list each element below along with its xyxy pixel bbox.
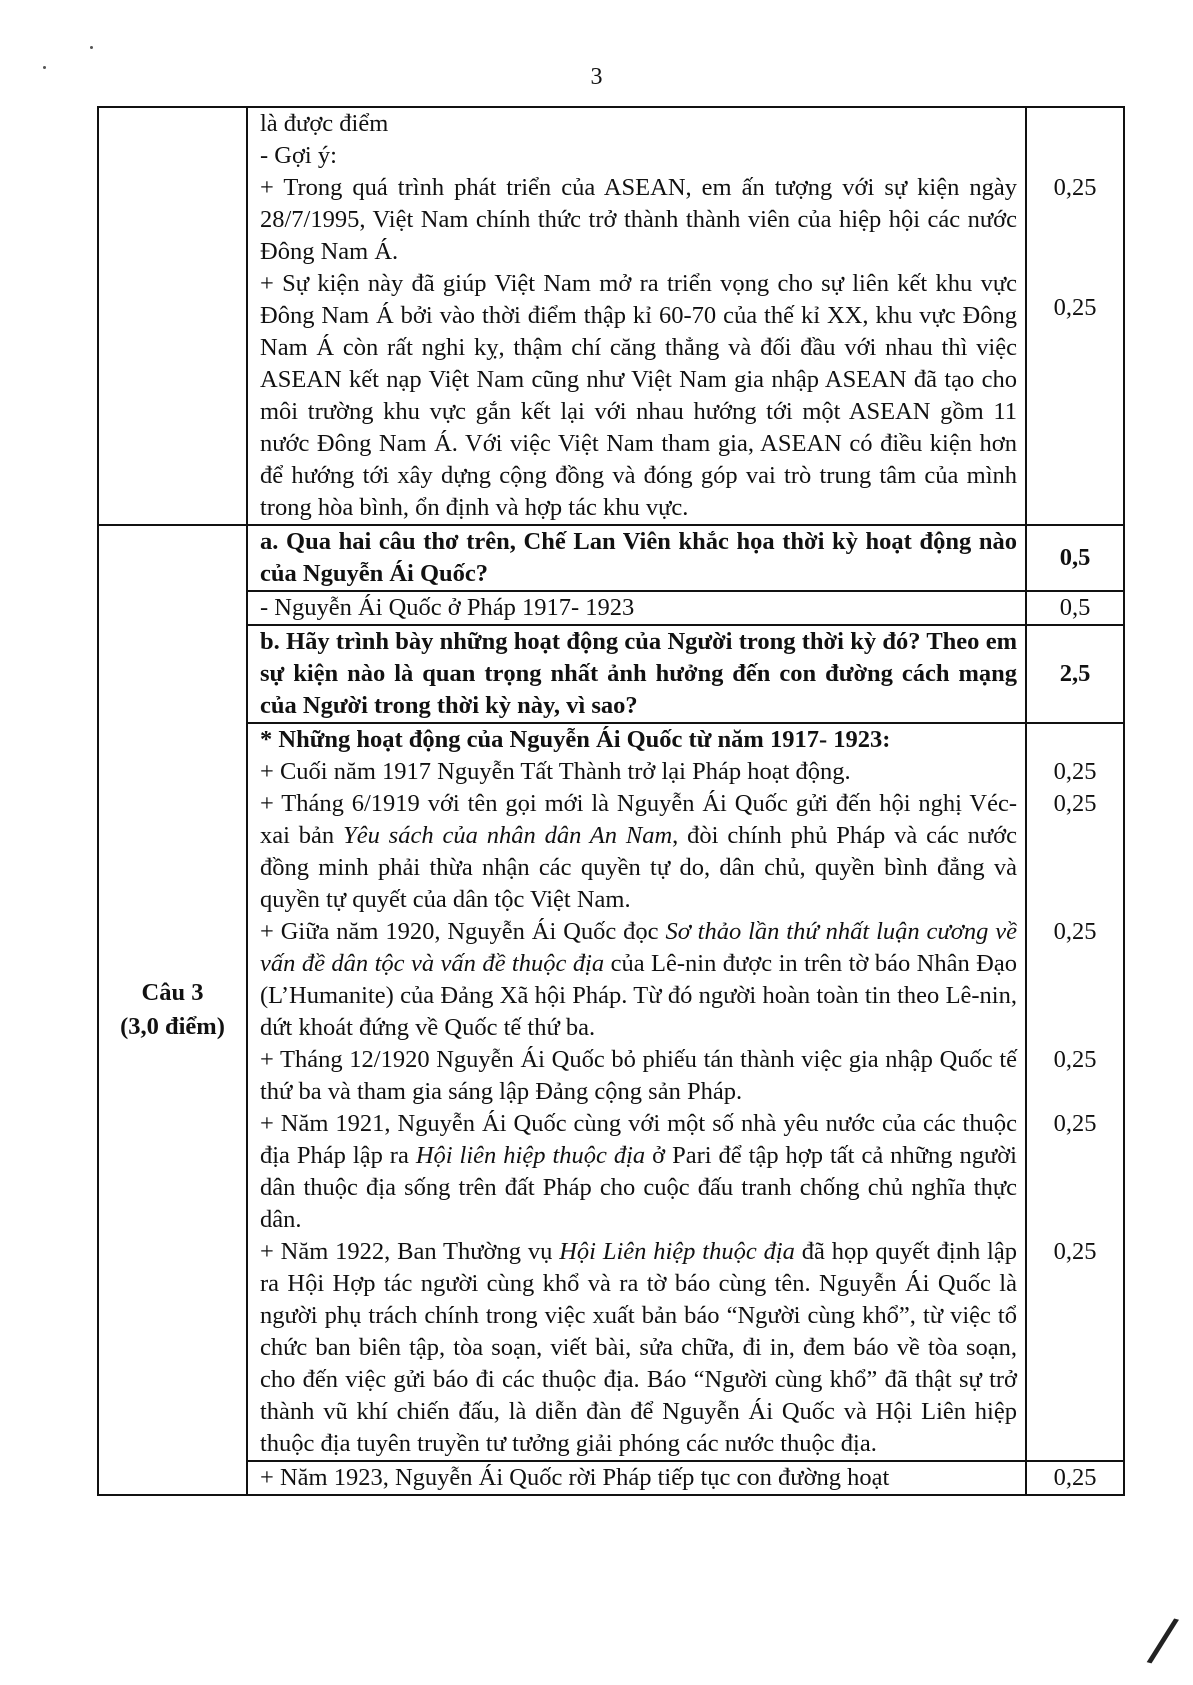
table-row bbox=[98, 1461, 1124, 1495]
score-value: 0,25 bbox=[1053, 1110, 1097, 1137]
score-value: 0,25 bbox=[1053, 1464, 1097, 1491]
score-cell bbox=[1026, 591, 1124, 625]
score-cell bbox=[1026, 525, 1124, 591]
score-cell bbox=[1026, 625, 1124, 723]
answer-item: + Năm 1921, Nguyễn Ái Quốc cùng với một số nhà yêu nước của các thuộc địa Pháp lập ra Hội liên hiệp thuộc địa ở Pari để tập hợp tất cả những người dân thuộc địa sống trên đất Pháp cho cuộc đấu tranh chống chủ nghĩa thực dân. bbox=[260, 1110, 1017, 1233]
score-value: 0,25 bbox=[1053, 1238, 1097, 1265]
score-value: 0,5 bbox=[1059, 594, 1091, 621]
score-value: 0,25 bbox=[1053, 758, 1097, 785]
score-value: 2,5 bbox=[1059, 660, 1091, 687]
table-row bbox=[98, 625, 1124, 723]
scan-speck bbox=[43, 66, 46, 69]
answer-heading: * Những hoạt động của Nguyễn Ái Quốc từ năm 1917- 1923: bbox=[260, 726, 891, 753]
score-value: 0,25 bbox=[1053, 174, 1097, 201]
score-cell bbox=[1026, 723, 1124, 1461]
question-a-cell bbox=[247, 525, 1026, 591]
answer-line: là được điểm bbox=[260, 110, 389, 137]
answer-item: + Tháng 6/1919 với tên gọi mới là Nguyễn Ái Quốc gửi đến hội nghị Véc-xai bản Yêu sách của nhân dân An Nam, đòi chính phủ Pháp và các nước đồng minh phải thừa nhận các quyền tự do, dân chủ, quyền bình đẳng và quyền tự quyết của dân tộc Việt Nam. bbox=[260, 790, 1017, 913]
pen-stroke-mark: / bbox=[1144, 1603, 1182, 1677]
question-b-text: b. Hãy trình bày những hoạt động của Người trong thời kỳ đó? Theo em sự kiện nào là quan trọng nhất ảnh hưởng đến con đường cách mạng của Người trong thời kỳ này, vì sao? bbox=[260, 628, 1017, 719]
table-row bbox=[98, 723, 1124, 1461]
answer-b-cell-cont bbox=[247, 1461, 1026, 1495]
question-b-cell bbox=[247, 625, 1026, 723]
table-row bbox=[98, 525, 1124, 591]
answer-item: + Năm 1923, Nguyễn Ái Quốc rời Pháp tiếp tục con đường hoạt bbox=[260, 1464, 890, 1491]
answer-item: + Tháng 12/1920 Nguyễn Ái Quốc bỏ phiếu tán thành việc gia nhập Quốc tế thứ ba và tham gia sáng lập Đảng cộng sản Pháp. bbox=[260, 1046, 1017, 1105]
answer-table bbox=[97, 106, 1125, 1496]
answer-item: + Cuối năm 1917 Nguyễn Tất Thành trở lại Pháp hoạt động. bbox=[260, 758, 851, 785]
answer-item: + Giữa năm 1920, Nguyễn Ái Quốc đọc Sơ thảo lần thứ nhất luận cương về vấn đề dân tộc và vấn đề thuộc địa của Lê-nin được in trên tờ báo Nhân Đạo (L’Humanite) của Đảng Xã hội Pháp. Từ đó người hoàn toàn tin theo Lê-nin, dứt khoát đứng về Quốc tế thứ ba. bbox=[260, 918, 1017, 1041]
answer-line: + Sự kiện này đã giúp Việt Nam mở ra triển vọng cho sự liên kết khu vực Đông Nam Á bởi vào thời điểm thập kỉ 60-70 của thế kỉ XX, khu vực Đông Nam Á còn rất nghi kỵ, thậm chí căng thẳng và đối đầu với nhau thì việc ASEAN kết nạp Việt Nam cũng như Việt Nam gia nhập ASEAN đã tạo cho môi trường khu vực gắn kết lại với nhau hướng tới một ASEAN gồm 11 nước Đông Nam Á. Với việc Việt Nam tham gia, ASEAN có điều kiện hơn để hướng tới xây dựng cộng đồng và đóng góp vai trò trung tâm của mình trong hòa bình, ổn định và hợp tác khu vực. bbox=[260, 270, 1017, 521]
answer-content-cell bbox=[247, 107, 1026, 525]
answer-item: + Năm 1922, Ban Thường vụ Hội Liên hiệp thuộc địa đã họp quyết định lập ra Hội Hợp tác người cùng khổ và ra tờ báo cùng tên. Nguyễn Ái Quốc là người phụ trách chính trong việc xuất bản báo “Người cùng khổ”, từ việc tổ chức ban biên tập, tòa soạn, viết bài, sửa chữa, đi in, đem báo về tòa soạn, cho đến việc gửi báo đi các thuộc địa. Báo “Người cùng khổ” đã thật sự trở thành vũ khí chiến đấu, là diễn đàn để Nguyễn Ái Quốc và Hội Liên hiệp thuộc địa tuyên truyền tư tưởng giải phóng các nước thuộc địa. bbox=[260, 1238, 1017, 1457]
score-cell bbox=[1026, 107, 1124, 525]
score-value: 0,5 bbox=[1059, 544, 1091, 571]
answer-a-text: - Nguyễn Ái Quốc ở Pháp 1917- 1923 bbox=[260, 594, 635, 621]
score-value: 0,25 bbox=[1053, 1046, 1097, 1073]
scan-speck bbox=[90, 46, 93, 49]
question-a-text: a. Qua hai câu thơ trên, Chế Lan Viên khắc họa thời kỳ hoạt động nào của Nguyễn Ái Quốc? bbox=[260, 528, 1017, 587]
table-row bbox=[98, 591, 1124, 625]
question-label-cell bbox=[98, 525, 247, 1495]
answer-b-cell bbox=[247, 723, 1026, 1461]
page-number: 3 bbox=[590, 64, 603, 90]
answer-line: + Trong quá trình phát triển của ASEAN, em ấn tượng với sự kiện ngày 28/7/1995, Việt Nam chính thức trở thành thành viên của hiệp hội các nước Đông Nam Á. bbox=[260, 174, 1017, 265]
score-value: 0,25 bbox=[1053, 790, 1097, 817]
answer-a-cell bbox=[247, 591, 1026, 625]
score-value: 0,25 bbox=[1053, 918, 1097, 945]
question-number: Câu 3 bbox=[141, 979, 204, 1006]
table-row bbox=[98, 107, 1124, 525]
score-cell bbox=[1026, 1461, 1124, 1495]
score-value: 0,25 bbox=[1053, 294, 1097, 321]
empty-label-cell bbox=[98, 107, 247, 525]
answer-line: - Gợi ý: bbox=[260, 142, 337, 169]
question-points: (3,0 điểm) bbox=[120, 1013, 225, 1040]
